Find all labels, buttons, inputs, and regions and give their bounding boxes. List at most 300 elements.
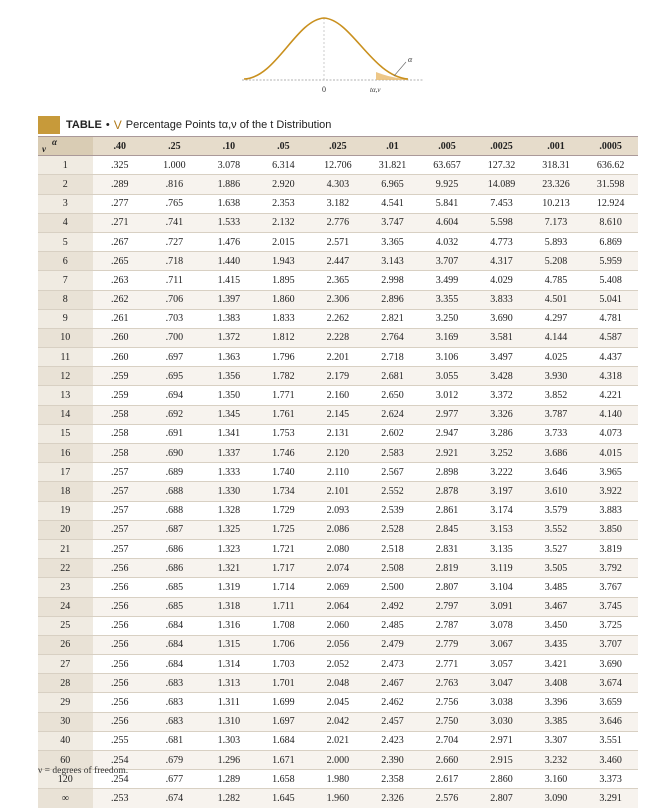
degrees-of-freedom-cell: 9: [38, 309, 93, 328]
value-cell: .255: [93, 731, 148, 750]
value-cell: 3.792: [583, 559, 638, 578]
value-cell: 3.581: [474, 328, 529, 347]
value-cell: 3.408: [529, 674, 584, 693]
value-cell: 3.690: [583, 655, 638, 674]
value-cell: 1.895: [256, 271, 311, 290]
value-cell: 3.057: [474, 655, 529, 674]
value-cell: .683: [147, 712, 202, 731]
value-cell: 7.453: [474, 194, 529, 213]
value-cell: 3.833: [474, 290, 529, 309]
value-cell: 3.922: [583, 482, 638, 501]
value-cell: .703: [147, 309, 202, 328]
value-cell: 1.415: [202, 271, 257, 290]
table-row: [38, 424, 638, 443]
value-cell: .259: [93, 386, 148, 405]
degrees-of-freedom-cell: 4: [38, 213, 93, 232]
value-cell: 127.32: [474, 156, 529, 175]
value-cell: 8.610: [583, 213, 638, 232]
column-header: .005: [420, 137, 475, 156]
degrees-of-freedom-cell: 3: [38, 194, 93, 213]
value-cell: 4.144: [529, 328, 584, 347]
value-cell: 4.318: [583, 367, 638, 386]
table-row: [38, 213, 638, 232]
value-cell: 4.437: [583, 348, 638, 367]
value-cell: .689: [147, 463, 202, 482]
value-cell: 2.947: [420, 424, 475, 443]
value-cell: 2.074: [311, 559, 366, 578]
value-cell: 2.617: [420, 770, 475, 789]
value-cell: 4.032: [420, 232, 475, 251]
table-row: [38, 655, 638, 674]
value-cell: 2.201: [311, 348, 366, 367]
value-cell: 2.576: [420, 789, 475, 808]
value-cell: 3.747: [365, 213, 420, 232]
table-row: [38, 712, 638, 731]
value-cell: 1.318: [202, 597, 257, 616]
value-cell: 4.781: [583, 309, 638, 328]
value-cell: 5.598: [474, 213, 529, 232]
degrees-of-freedom-cell: 17: [38, 463, 93, 482]
value-cell: 2.358: [365, 770, 420, 789]
value-cell: 3.965: [583, 463, 638, 482]
value-cell: 3.497: [474, 348, 529, 367]
value-cell: 2.518: [365, 539, 420, 558]
value-cell: .256: [93, 712, 148, 731]
value-cell: 1.638: [202, 194, 257, 213]
value-cell: 1.315: [202, 635, 257, 654]
value-cell: 1.960: [311, 789, 366, 808]
value-cell: 2.365: [311, 271, 366, 290]
column-header: .01: [365, 137, 420, 156]
degrees-of-freedom-cell: 29: [38, 693, 93, 712]
table-row: [38, 559, 638, 578]
value-cell: 2.861: [420, 501, 475, 520]
value-cell: 1.328: [202, 501, 257, 520]
table-row: [38, 635, 638, 654]
value-cell: 1.796: [256, 348, 311, 367]
value-cell: 3.385: [529, 712, 584, 731]
value-cell: .727: [147, 232, 202, 251]
degrees-of-freedom-cell: 26: [38, 635, 93, 654]
column-header: .05: [256, 137, 311, 156]
value-cell: 2.921: [420, 444, 475, 463]
value-cell: 5.408: [583, 271, 638, 290]
value-cell: .679: [147, 751, 202, 770]
value-cell: 2.080: [311, 539, 366, 558]
value-cell: 3.252: [474, 444, 529, 463]
value-cell: 2.069: [311, 578, 366, 597]
value-cell: 4.297: [529, 309, 584, 328]
degrees-of-freedom-cell: 22: [38, 559, 93, 578]
value-cell: 2.042: [311, 712, 366, 731]
value-cell: 2.819: [420, 559, 475, 578]
degrees-of-freedom-cell: 15: [38, 424, 93, 443]
degrees-of-freedom-cell: 23: [38, 578, 93, 597]
corner-nu: ν: [42, 144, 46, 155]
value-cell: 3.852: [529, 386, 584, 405]
value-cell: 2.528: [365, 520, 420, 539]
value-cell: 1.383: [202, 309, 257, 328]
value-cell: 2.624: [365, 405, 420, 424]
value-cell: .258: [93, 424, 148, 443]
degrees-of-freedom-cell: 28: [38, 674, 93, 693]
value-cell: .677: [147, 770, 202, 789]
table-row: [38, 444, 638, 463]
value-cell: 3.104: [474, 578, 529, 597]
value-cell: 1.701: [256, 674, 311, 693]
value-cell: 3.787: [529, 405, 584, 424]
value-cell: 1.325: [202, 520, 257, 539]
value-cell: 3.197: [474, 482, 529, 501]
value-cell: 1.703: [256, 655, 311, 674]
value-cell: 3.552: [529, 520, 584, 539]
value-cell: 2.160: [311, 386, 366, 405]
value-cell: 2.915: [474, 751, 529, 770]
value-cell: .765: [147, 194, 202, 213]
value-cell: 2.390: [365, 751, 420, 770]
value-cell: .256: [93, 597, 148, 616]
value-cell: 1.860: [256, 290, 311, 309]
value-cell: 3.372: [474, 386, 529, 405]
value-cell: 3.055: [420, 367, 475, 386]
column-header: .25: [147, 137, 202, 156]
value-cell: 4.073: [583, 424, 638, 443]
table-row: [38, 309, 638, 328]
value-cell: 2.567: [365, 463, 420, 482]
value-cell: 3.182: [311, 194, 366, 213]
value-cell: .686: [147, 559, 202, 578]
value-cell: 4.773: [474, 232, 529, 251]
value-cell: 2.898: [420, 463, 475, 482]
degrees-of-freedom-cell: 16: [38, 444, 93, 463]
degrees-of-freedom-cell: 30: [38, 712, 93, 731]
value-cell: 4.785: [529, 271, 584, 290]
table-row: [38, 520, 638, 539]
degrees-of-freedom-cell: 10: [38, 328, 93, 347]
value-cell: 2.998: [365, 271, 420, 290]
t-distribution-table: [38, 136, 638, 808]
degrees-of-freedom-cell: 21: [38, 539, 93, 558]
table-row: [38, 616, 638, 635]
value-cell: 1.753: [256, 424, 311, 443]
value-cell: 2.920: [256, 175, 311, 194]
value-cell: 1.350: [202, 386, 257, 405]
value-cell: 1.289: [202, 770, 257, 789]
value-cell: 12.706: [311, 156, 366, 175]
value-cell: 3.047: [474, 674, 529, 693]
value-cell: 4.221: [583, 386, 638, 405]
value-cell: 2.821: [365, 309, 420, 328]
value-cell: 2.583: [365, 444, 420, 463]
value-cell: 3.527: [529, 539, 584, 558]
table-row: [38, 674, 638, 693]
table-row: [38, 405, 638, 424]
value-cell: 3.767: [583, 578, 638, 597]
value-cell: .685: [147, 578, 202, 597]
value-cell: 1.812: [256, 328, 311, 347]
value-cell: 1.697: [256, 712, 311, 731]
value-cell: 3.421: [529, 655, 584, 674]
value-cell: 3.659: [583, 693, 638, 712]
value-cell: 2.052: [311, 655, 366, 674]
value-cell: 12.924: [583, 194, 638, 213]
value-cell: .257: [93, 539, 148, 558]
value-cell: 1.699: [256, 693, 311, 712]
value-cell: 1.658: [256, 770, 311, 789]
value-cell: 3.232: [529, 751, 584, 770]
value-cell: 2.860: [474, 770, 529, 789]
table-row: [38, 232, 638, 251]
value-cell: 2.131: [311, 424, 366, 443]
value-cell: 2.845: [420, 520, 475, 539]
value-cell: .690: [147, 444, 202, 463]
value-cell: 1.729: [256, 501, 311, 520]
value-cell: 3.499: [420, 271, 475, 290]
value-cell: .263: [93, 271, 148, 290]
value-cell: .684: [147, 616, 202, 635]
title-roman-numeral: V: [113, 118, 122, 132]
value-cell: 3.396: [529, 693, 584, 712]
value-cell: 4.501: [529, 290, 584, 309]
value-cell: .260: [93, 328, 148, 347]
value-cell: .256: [93, 693, 148, 712]
column-header: .001: [529, 137, 584, 156]
degrees-of-freedom-cell: 25: [38, 616, 93, 635]
value-cell: 2.763: [420, 674, 475, 693]
value-cell: 2.971: [474, 731, 529, 750]
value-cell: 1.717: [256, 559, 311, 578]
value-cell: 3.883: [583, 501, 638, 520]
value-cell: 2.179: [311, 367, 366, 386]
table-body: [38, 156, 638, 808]
value-cell: 2.479: [365, 635, 420, 654]
value-cell: .697: [147, 348, 202, 367]
value-cell: 2.045: [311, 693, 366, 712]
value-cell: 3.307: [529, 731, 584, 750]
value-cell: 2.704: [420, 731, 475, 750]
value-cell: .256: [93, 635, 148, 654]
table-row: [38, 463, 638, 482]
value-cell: .258: [93, 444, 148, 463]
value-cell: 2.462: [365, 693, 420, 712]
value-cell: 3.850: [583, 520, 638, 539]
value-cell: .256: [93, 655, 148, 674]
value-cell: 2.650: [365, 386, 420, 405]
value-cell: 14.089: [474, 175, 529, 194]
table-row: [38, 539, 638, 558]
table-row: [38, 578, 638, 597]
value-cell: 1.440: [202, 252, 257, 271]
value-cell: 2.718: [365, 348, 420, 367]
value-cell: 1.319: [202, 578, 257, 597]
degrees-of-freedom-cell: ∞: [38, 789, 93, 808]
value-cell: 2.467: [365, 674, 420, 693]
value-cell: 2.602: [365, 424, 420, 443]
value-cell: 2.262: [311, 309, 366, 328]
value-cell: 3.143: [365, 252, 420, 271]
title-caption: Percentage Points tα,ν of the t Distribution: [125, 119, 332, 131]
value-cell: 3.674: [583, 674, 638, 693]
value-cell: .683: [147, 693, 202, 712]
value-cell: 1.311: [202, 693, 257, 712]
alpha-pointer: [394, 62, 406, 76]
value-cell: 2.326: [365, 789, 420, 808]
header-row: [38, 137, 638, 156]
value-cell: 2.132: [256, 213, 311, 232]
degrees-of-freedom-cell: 2: [38, 175, 93, 194]
value-cell: .257: [93, 463, 148, 482]
value-cell: .261: [93, 309, 148, 328]
value-cell: 3.460: [583, 751, 638, 770]
value-cell: 2.485: [365, 616, 420, 635]
value-cell: 2.977: [420, 405, 475, 424]
value-cell: 1.725: [256, 520, 311, 539]
value-cell: .683: [147, 674, 202, 693]
value-cell: .741: [147, 213, 202, 232]
value-cell: 1.323: [202, 539, 257, 558]
value-cell: 3.119: [474, 559, 529, 578]
value-cell: .694: [147, 386, 202, 405]
value-cell: 3.160: [529, 770, 584, 789]
value-cell: 1.363: [202, 348, 257, 367]
zero-label: 0: [322, 85, 326, 94]
value-cell: 3.326: [474, 405, 529, 424]
table-row: [38, 482, 638, 501]
value-cell: 3.355: [420, 290, 475, 309]
value-cell: 6.314: [256, 156, 311, 175]
value-cell: 318.31: [529, 156, 584, 175]
table-row: [38, 328, 638, 347]
value-cell: 3.733: [529, 424, 584, 443]
value-cell: .700: [147, 328, 202, 347]
value-cell: 3.505: [529, 559, 584, 578]
value-cell: .259: [93, 367, 148, 386]
value-cell: 1.771: [256, 386, 311, 405]
value-cell: 3.091: [474, 597, 529, 616]
value-cell: 2.878: [420, 482, 475, 501]
value-cell: 1.310: [202, 712, 257, 731]
value-cell: 3.169: [420, 328, 475, 347]
value-cell: 2.353: [256, 194, 311, 213]
value-cell: 3.030: [474, 712, 529, 731]
value-cell: 1.740: [256, 463, 311, 482]
value-cell: 4.303: [311, 175, 366, 194]
value-cell: 1.533: [202, 213, 257, 232]
value-cell: 1.476: [202, 232, 257, 251]
value-cell: 1.397: [202, 290, 257, 309]
value-cell: 1.782: [256, 367, 311, 386]
value-cell: 1.684: [256, 731, 311, 750]
value-cell: 1.711: [256, 597, 311, 616]
value-cell: 1.645: [256, 789, 311, 808]
value-cell: 3.707: [420, 252, 475, 271]
value-cell: 9.925: [420, 175, 475, 194]
degrees-of-freedom-cell: 19: [38, 501, 93, 520]
title-bullet: •: [105, 119, 110, 131]
title-swatch: [38, 116, 60, 134]
degrees-of-freedom-cell: 20: [38, 520, 93, 539]
value-cell: 3.646: [529, 463, 584, 482]
degrees-of-freedom-cell: 7: [38, 271, 93, 290]
value-cell: 1.296: [202, 751, 257, 770]
value-cell: 2.101: [311, 482, 366, 501]
value-cell: .718: [147, 252, 202, 271]
value-cell: 636.62: [583, 156, 638, 175]
value-cell: 2.473: [365, 655, 420, 674]
value-cell: 3.819: [583, 539, 638, 558]
value-cell: .271: [93, 213, 148, 232]
value-cell: 2.064: [311, 597, 366, 616]
value-cell: .256: [93, 559, 148, 578]
table-row: [38, 348, 638, 367]
table-row: [38, 271, 638, 290]
degrees-of-freedom-cell: 18: [38, 482, 93, 501]
value-cell: 3.686: [529, 444, 584, 463]
value-cell: 1.313: [202, 674, 257, 693]
value-cell: 3.286: [474, 424, 529, 443]
value-cell: .257: [93, 501, 148, 520]
value-cell: 2.776: [311, 213, 366, 232]
value-cell: 6.869: [583, 232, 638, 251]
value-cell: 5.208: [529, 252, 584, 271]
table-row: [38, 367, 638, 386]
degrees-of-freedom-cell: 8: [38, 290, 93, 309]
value-cell: .265: [93, 252, 148, 271]
value-cell: 2.750: [420, 712, 475, 731]
alpha-label: α: [408, 55, 413, 64]
degrees-of-freedom-cell: 6: [38, 252, 93, 271]
value-cell: 1.706: [256, 635, 311, 654]
value-cell: 1.321: [202, 559, 257, 578]
column-header: .0025: [474, 137, 529, 156]
value-cell: 4.541: [365, 194, 420, 213]
value-cell: 2.787: [420, 616, 475, 635]
table-row: [38, 731, 638, 750]
degrees-of-freedom-cell: 5: [38, 232, 93, 251]
value-cell: 2.015: [256, 232, 311, 251]
value-cell: 2.571: [311, 232, 366, 251]
value-cell: 1.734: [256, 482, 311, 501]
value-cell: 1.333: [202, 463, 257, 482]
value-cell: 3.610: [529, 482, 584, 501]
t-distribution-curve-figure: [236, 0, 436, 108]
corner-alpha: α: [52, 137, 57, 148]
value-cell: 4.604: [420, 213, 475, 232]
value-cell: 2.086: [311, 520, 366, 539]
value-cell: 2.093: [311, 501, 366, 520]
degrees-of-freedom-cell: 1: [38, 156, 93, 175]
value-cell: 1.000: [147, 156, 202, 175]
value-cell: 1.886: [202, 175, 257, 194]
value-cell: .687: [147, 520, 202, 539]
table-row: [38, 194, 638, 213]
value-cell: 1.316: [202, 616, 257, 635]
value-cell: 2.228: [311, 328, 366, 347]
value-cell: 3.291: [583, 789, 638, 808]
value-cell: 4.140: [583, 405, 638, 424]
value-cell: 2.756: [420, 693, 475, 712]
value-cell: 3.373: [583, 770, 638, 789]
value-cell: 2.423: [365, 731, 420, 750]
value-cell: .685: [147, 597, 202, 616]
value-cell: 3.485: [529, 578, 584, 597]
value-cell: 2.764: [365, 328, 420, 347]
value-cell: .254: [93, 751, 148, 770]
value-cell: 5.893: [529, 232, 584, 251]
value-cell: .816: [147, 175, 202, 194]
degrees-of-freedom-cell: 60: [38, 751, 93, 770]
value-cell: 3.106: [420, 348, 475, 367]
